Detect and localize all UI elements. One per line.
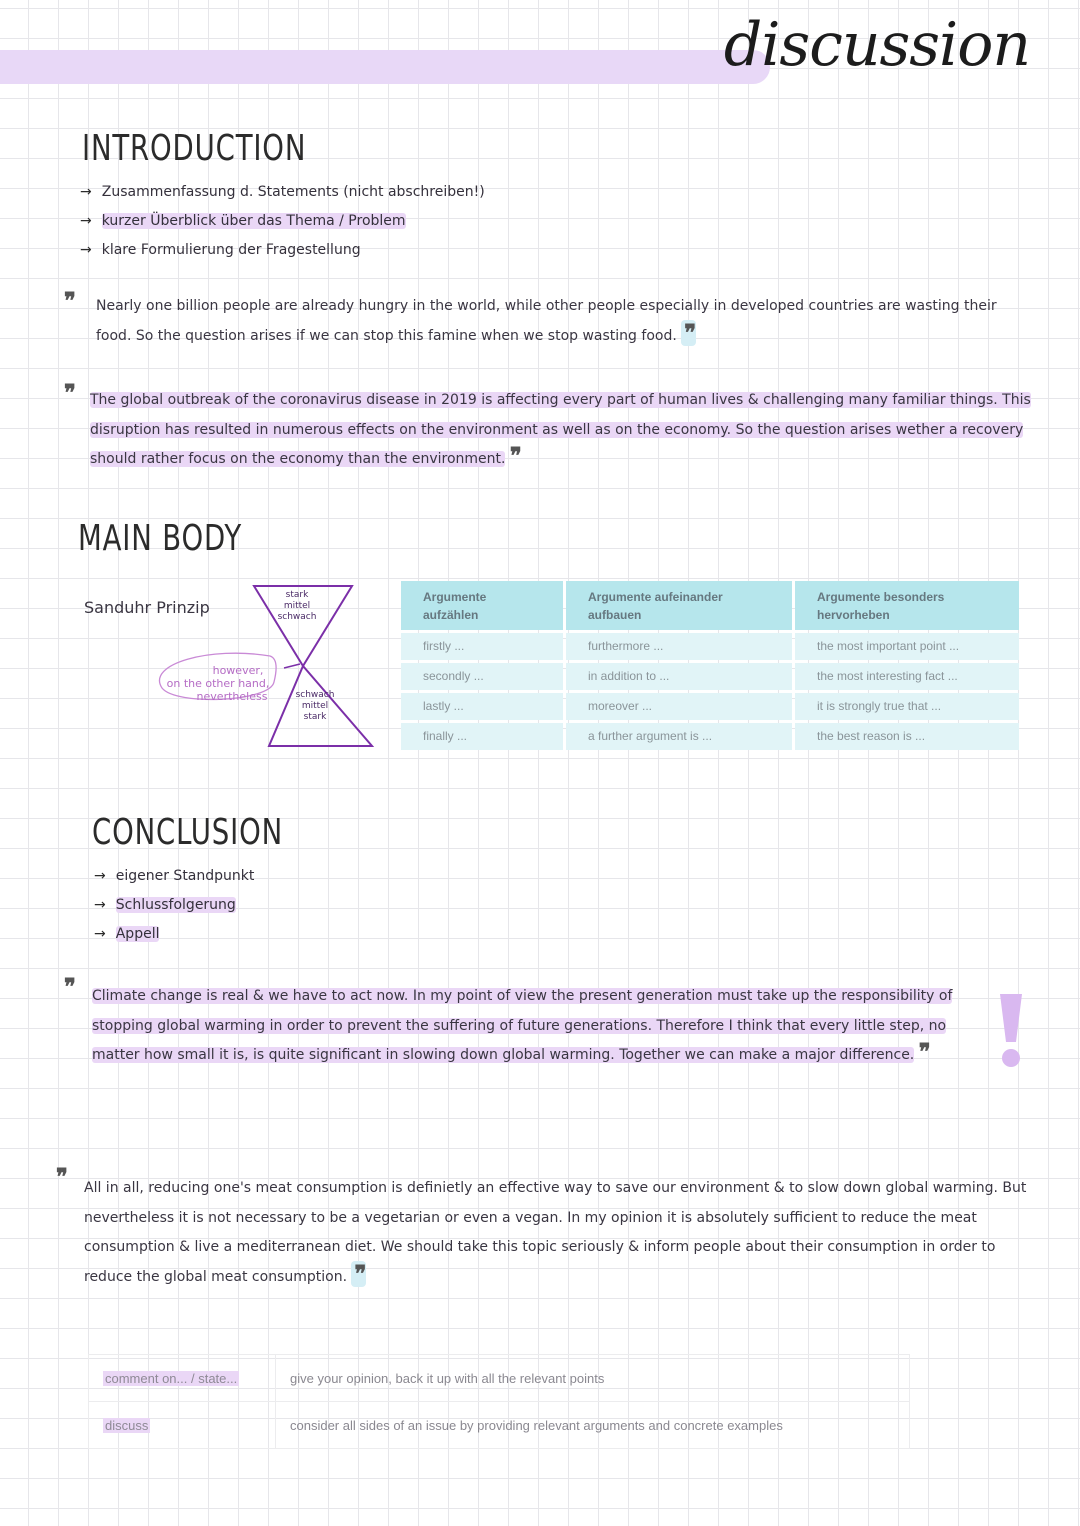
introduction-example-1: Nearly one billion people are already hungry in the world, while other people especially in developed countries are wasting their food. So the question arises if we can stop this famine when we stop wasting food. ❞ [96, 298, 997, 346]
main-body-heading: MAIN BODY [78, 518, 243, 559]
conclusion-heading: CONCLUSION [92, 812, 284, 853]
table-header-cell: Argumente aufeinander aufbauen [566, 581, 792, 630]
quote-open-icon: ❞ [56, 1164, 65, 1190]
quote-open-icon: ❞ [64, 288, 73, 314]
table-cell: consider all sides of an issue by providing relevant arguments and concrete examples [276, 1402, 910, 1449]
table-cell: furthermore ... [566, 633, 792, 660]
arrow-icon: → [80, 213, 92, 229]
table-row [401, 693, 1019, 720]
quote-close-icon: ❞ [351, 1261, 366, 1287]
quote-close-icon: ❞ [681, 320, 696, 346]
quote-close-icon: ❞ [918, 1039, 928, 1065]
table-header-cell: Argumente aufzählen [401, 581, 563, 630]
introduction-bullet-list [80, 178, 485, 265]
list-item: → klare Formulierung der Fragestellung [80, 242, 361, 258]
quote-close-icon: ❞ [509, 443, 519, 469]
introduction-example-2: The global outbreak of the coronavirus disease in 2019 is affecting every part of human lives & challenging many familiar things. This disruption has resulted in numerous effects on the environment as well as on the economy. So the question arises wether a recovery should rather focus on the economy than the environment. ❞ [90, 392, 1031, 469]
argument-phrases-table [398, 578, 1022, 753]
table-cell: in addition to ... [566, 663, 792, 690]
exclamation-icon [996, 990, 1026, 1074]
table-row [89, 1355, 910, 1402]
table-cell: secondly ... [401, 663, 563, 690]
table-header-row [401, 581, 1019, 630]
table-cell: it is strongly true that ... [795, 693, 1019, 720]
introduction-heading: INTRODUCTION [82, 128, 307, 169]
conclusion-example-2: All in all, reducing one's meat consumption is definietly an effective way to save our environment & to slow down global warming. But nevertheless it is not necessary to be a vegetarian or even a vegan. In my opinion it is absolutely sufficient to reduce the meat consumption & live a mediterranean diet. We should take this topic seriously & inform people about their consumption in order to reduce the global meat consumption. ❞ [84, 1180, 1027, 1287]
table-cell: the most interesting fact ... [795, 663, 1019, 690]
table-cell: lastly ... [401, 693, 563, 720]
table-row [401, 663, 1019, 690]
conclusion-example-1: Climate change is real & we have to act now. In my point of view the present generation must take up the responsibility of stopping global warming in order to prevent the suffering of future generations. Therefore I think that every little step, no matter how small it is, is quite significant in slowing down global warming. Together we can make a major difference. ❞ [92, 988, 953, 1065]
transition-arrow [284, 664, 300, 668]
list-item: → Zusammenfassung d. Statements (nicht abschreiben!) [80, 184, 485, 200]
arrow-icon: → [94, 897, 106, 913]
table-cell: a further argument is ... [566, 723, 792, 750]
table-cell: the best reason is ... [795, 723, 1019, 750]
table-cell: give your opinion, back it up with all the relevant points [276, 1355, 910, 1402]
table-header-cell: Argumente besonders hervorheben [795, 581, 1019, 630]
list-item: → kurzer Überblick über das Thema / Problem [80, 213, 406, 229]
transition-words: however, on the other hand, nevertheless [166, 664, 270, 703]
table-row [89, 1402, 910, 1449]
quote-open-icon: ❞ [64, 380, 73, 406]
table-row [401, 633, 1019, 660]
operator-definitions-table [88, 1354, 910, 1449]
page-title: discussion [723, 10, 1030, 80]
table-cell: comment on... / state... [89, 1355, 276, 1402]
arrow-icon: → [80, 242, 92, 258]
table-cell: discuss [89, 1402, 276, 1449]
table-cell: finally ... [401, 723, 563, 750]
arrow-icon: → [94, 926, 106, 942]
table-cell: the most important point ... [795, 633, 1019, 660]
arrow-icon: → [80, 184, 92, 200]
header-highlight-band [0, 50, 770, 84]
arrow-icon: → [94, 868, 106, 884]
list-item: → eigener Standpunkt [94, 868, 255, 884]
table-row [401, 723, 1019, 750]
sanduhr-principle-label: Sanduhr Prinzip [84, 598, 210, 617]
conclusion-bullet-list [94, 862, 254, 949]
table-cell: moreover ... [566, 693, 792, 720]
top-triangle-labels: stark mittel schwach [277, 590, 317, 622]
list-item: → Appell [94, 926, 160, 942]
bottom-triangle-labels: schwach mittel stark [295, 690, 335, 722]
quote-open-icon: ❞ [64, 974, 73, 1000]
list-item: → Schlussfolgerung [94, 897, 236, 913]
table-cell: firstly ... [401, 633, 563, 660]
